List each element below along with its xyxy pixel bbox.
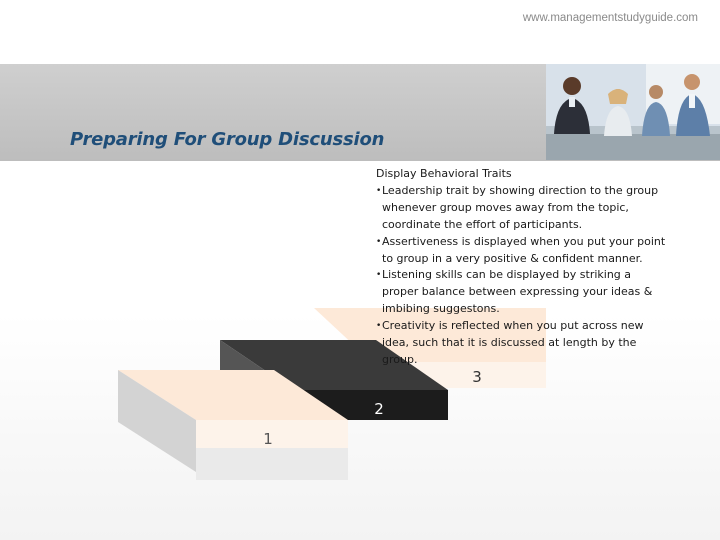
step-2-number: 2 [374,400,384,418]
list-item-assertiveness: • Assertiveness is displayed when you put your point to group in a very positive & confident manner. [376,234,666,268]
slide-title: Preparing For Group Discussion [70,129,385,150]
site-url: www.managementstudyguide.com [522,12,698,24]
step-1-number: 1 [263,430,273,448]
step-3-number: 3 [472,368,482,386]
list-item-leadership: • Leadership trait by showing direction to the group whenever group moves away from the topic, coordinate the effort of participants. [376,183,666,234]
list-item-listening: • Listening skills can be displayed by striking a proper balance between expressing your ideas & imbibing suggestons. [376,267,666,318]
list-item-creativity: • Creativity is reflected when you put across new idea, such that it is discussed at length by the group. [376,318,666,369]
step-1-shadow [196,448,348,480]
trait-list [376,183,666,369]
content-text [376,166,666,369]
content-heading: Display Behavioral Traits [376,167,512,180]
